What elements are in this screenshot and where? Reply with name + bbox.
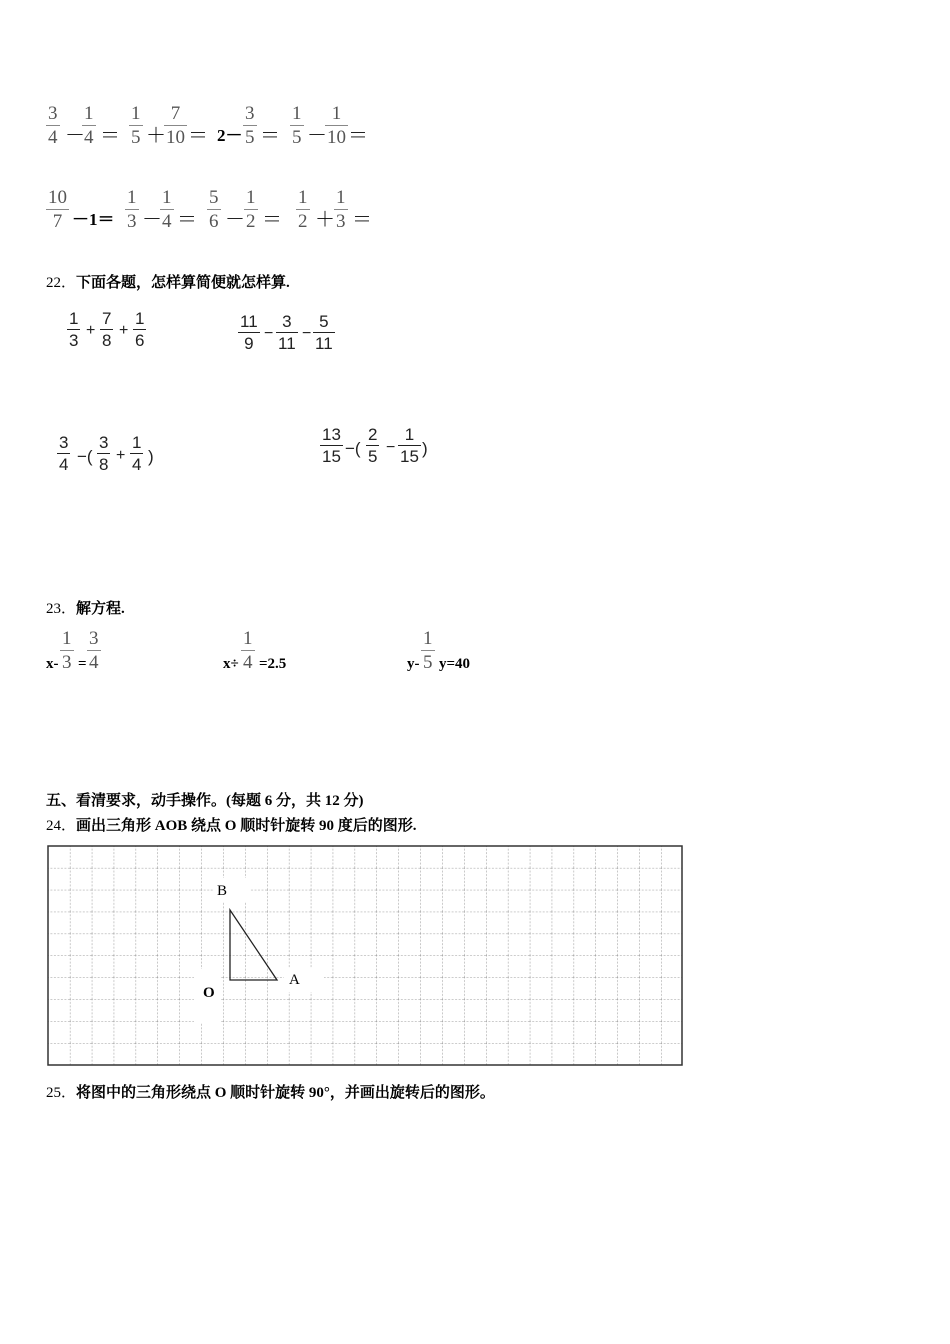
equation-lhs: y- <box>407 656 420 672</box>
question-title: 下面各题，怎样算简便就怎样算. <box>76 275 290 291</box>
trailing-term: －1＝ <box>72 210 115 229</box>
equals: ＝ <box>262 209 282 231</box>
operator: ＋ <box>146 125 166 147</box>
fraction: 1 3 <box>336 187 346 232</box>
fraction: 1 4 <box>243 628 253 673</box>
fraction: 1 10 <box>327 103 346 148</box>
question-number: 25． <box>46 1085 77 1101</box>
fraction: 5 11 <box>315 312 333 353</box>
fraction: 1 5 <box>131 103 141 148</box>
question-title: 画出三角形 AOB 绕点 O 顺时针旋转 90 度后的图形. <box>76 818 417 834</box>
equation-rhs: y=40 <box>439 656 471 672</box>
fraction: 3 4 <box>48 103 58 148</box>
fraction: 3 11 <box>278 312 296 353</box>
fraction: 2 5 <box>368 425 378 466</box>
question-number: 23． <box>46 601 77 617</box>
operator: ＋ <box>315 209 335 231</box>
fraction: 11 9 <box>240 312 258 353</box>
fraction: 10 7 <box>48 187 67 232</box>
fraction: 13 15 <box>322 425 341 466</box>
equals: ＝ <box>177 209 197 231</box>
operator: −( <box>77 447 93 466</box>
operator: － <box>65 125 85 147</box>
label-o: O <box>203 985 215 1001</box>
fraction: 1 4 <box>132 433 142 474</box>
leading-term: 2－ <box>217 126 243 145</box>
equals: ＝ <box>352 209 372 231</box>
question-number: 24． <box>46 818 77 834</box>
grid-lines <box>48 846 682 1065</box>
paren: ) <box>148 447 154 466</box>
fraction: 3 8 <box>99 433 109 474</box>
fraction: 1 15 <box>400 425 419 466</box>
fraction: 7 8 <box>102 309 112 350</box>
fraction: 1 6 <box>135 309 145 350</box>
fraction: 1 2 <box>298 187 308 232</box>
paren: ) <box>422 439 428 458</box>
fraction: 5 6 <box>209 187 219 232</box>
fraction: 3 4 <box>89 628 99 673</box>
fraction: 3 4 <box>59 433 69 474</box>
fraction: 1 4 <box>162 187 172 232</box>
operator: － <box>225 209 245 231</box>
label-b: B <box>217 883 228 899</box>
q25-heading <box>46 1081 495 1102</box>
question-title: 解方程. <box>76 601 125 617</box>
operator: + <box>119 322 129 339</box>
rotation-grid-figure <box>46 844 684 1067</box>
fraction: 1 3 <box>127 187 137 232</box>
equals: ＝ <box>188 125 208 147</box>
equals: ＝ <box>348 125 368 147</box>
equals: ＝ <box>260 125 280 147</box>
fraction: 1 3 <box>69 309 79 350</box>
fraction: 7 10 <box>166 103 185 148</box>
label-a: A <box>289 972 300 988</box>
operator: － <box>142 209 162 231</box>
operator: + <box>86 322 96 339</box>
operator: + <box>116 447 126 464</box>
question-title: 将图中的三角形绕点 O 顺时针旋转 90°，并画出旋转后的图形。 <box>76 1085 495 1101</box>
equals: ＝ <box>100 125 120 147</box>
q22-heading <box>46 271 290 292</box>
fraction: 1 5 <box>292 103 302 148</box>
operator: − <box>302 325 312 342</box>
operator: − <box>264 325 274 342</box>
equation-lhs: x÷ <box>223 656 239 672</box>
operator: −( <box>345 439 361 458</box>
operator: − <box>386 439 396 456</box>
question-number: 22． <box>46 275 77 291</box>
operator: － <box>307 125 327 147</box>
fraction: 1 5 <box>423 628 433 673</box>
equation-rhs: =2.5 <box>259 656 287 672</box>
equation-lhs: x- <box>46 656 59 672</box>
q23-heading <box>46 597 125 618</box>
fraction: 3 5 <box>245 103 255 148</box>
section-5-title: 五、看清要求，动手操作。(每题 6 分，共 12 分) <box>46 793 364 809</box>
equals: = <box>78 656 87 672</box>
q24-heading <box>46 814 416 835</box>
fraction: 1 2 <box>246 187 256 232</box>
fraction: 1 4 <box>84 103 94 148</box>
fraction: 1 3 <box>62 628 72 673</box>
